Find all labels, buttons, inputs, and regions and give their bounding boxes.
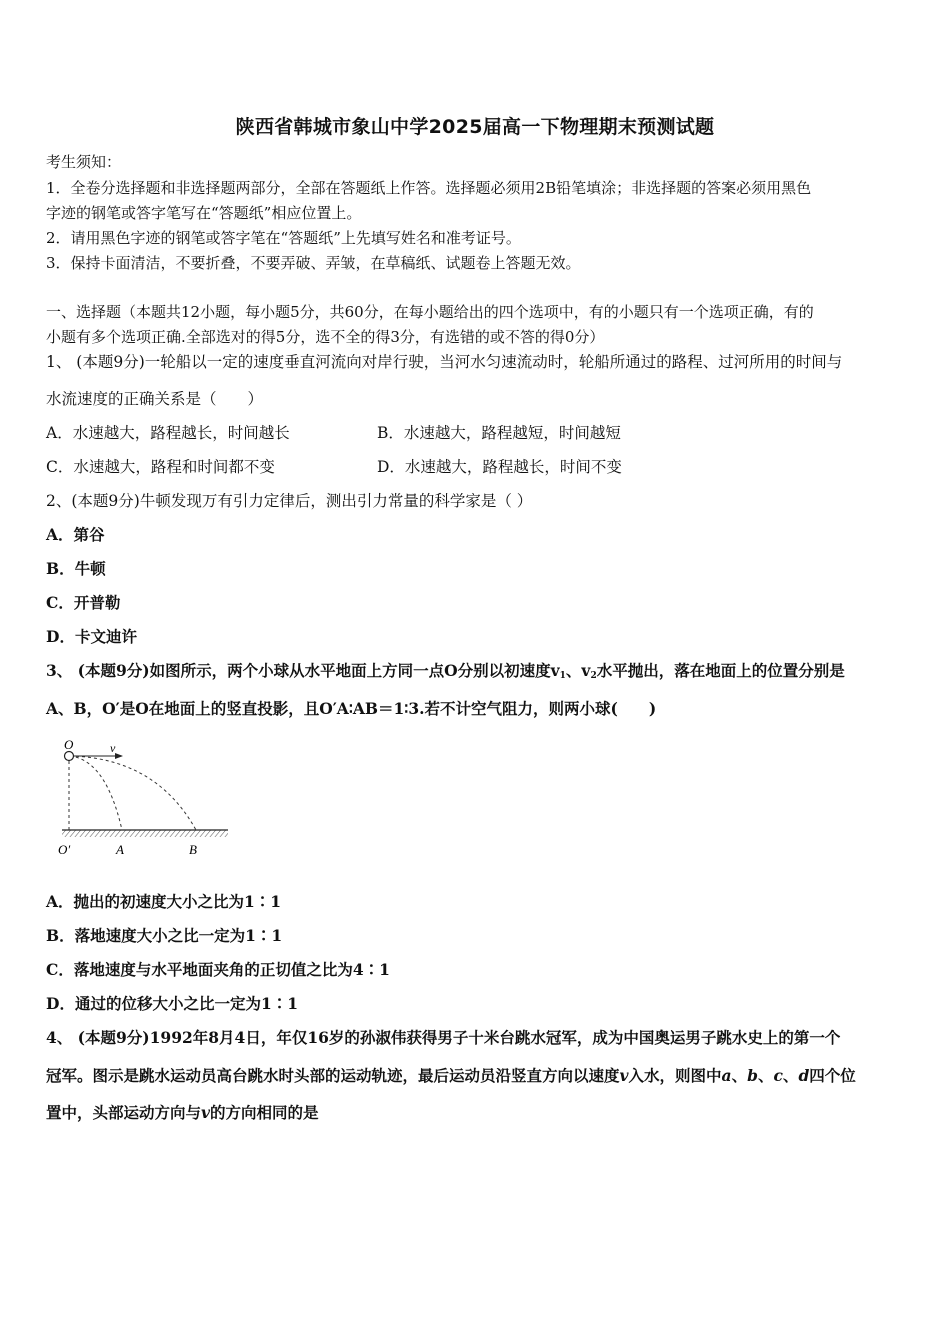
- q3-stem-part2: 、v: [565, 661, 591, 680]
- q4-stem-cont: [46, 1066, 908, 1086]
- q4-var-d: d: [798, 1066, 810, 1085]
- notice-item-1-cont: 字迹的钢笔或答字笔写在“答题纸”相应位置上。: [46, 204, 362, 222]
- q3-sub-1: 1: [559, 671, 566, 681]
- q1-stem: 1、 (本题9分)一轮船以一定的速度垂直河流向对岸行驶，当河水匀速流动时，轮船所通过的路程、过河所用的时间与: [46, 353, 843, 371]
- q2-stem: 2、(本题9分)牛顿发现万有引力定律后，测出引力常量的科学家是（ ）: [46, 492, 533, 510]
- q4-part2: 入水，则图中: [628, 1066, 722, 1085]
- q3-stem-cont: A、B，O′是O在地面上的竖直投影，且O′A∶AB＝1∶3.若不计空气阻力，则两小球( ): [46, 699, 657, 718]
- q3-sub-2: 2: [590, 671, 597, 681]
- q1-option-c: C．水速越大，路程和时间都不变: [46, 458, 275, 476]
- label-v: v: [110, 741, 116, 755]
- section-heading: 一、选择题（本题共12小题，每小题5分，共60分，在每小题给出的四个选项中，有的小题只有一个选项正确，有的: [46, 303, 814, 321]
- notice-item-1: 1．全卷分选择题和非选择题两部分，全部在答题纸上作答。选择题必须用2B铅笔填涂；非选择题的答案必须用黑色: [46, 179, 812, 197]
- trajectory-b: [70, 756, 196, 830]
- q4-var-v: v: [619, 1066, 629, 1085]
- ground-hatch: [62, 830, 228, 837]
- notice-item-2: 2．请用黑色字迹的钢笔或答字笔在“答题纸”上先填写姓名和准考证号。: [46, 229, 521, 247]
- ball-point-o: [65, 752, 74, 761]
- label-o-prime: O′: [58, 842, 71, 857]
- q4-part3: 四个位: [809, 1066, 856, 1085]
- q3-option-d: D．通过的位移大小之比一定为1∶1: [46, 994, 299, 1013]
- q4-sep-2: 、: [757, 1066, 774, 1085]
- notice-heading: 考生须知：: [46, 153, 122, 171]
- q4-stem-cont-2: [46, 1103, 908, 1123]
- q3-option-b: B．落地速度大小之比一定为1∶1: [46, 926, 283, 945]
- label-b: B: [189, 842, 197, 857]
- projectile-figure: [56, 734, 236, 864]
- q3-stem-part3: 水平抛出，落在地面上的位置分别是: [596, 661, 845, 680]
- label-a: A: [116, 842, 124, 857]
- q1-option-b: B．水速越大，路程越短，时间越短: [377, 424, 621, 442]
- q3-option-a: A．抛出的初速度大小之比为1∶1: [46, 892, 282, 911]
- q3-option-c: C．落地速度与水平地面夹角的正切值之比为4∶1: [46, 960, 390, 979]
- q1-option-d: D．水速越大，路程越长，时间不变: [377, 458, 622, 476]
- label-o: O: [64, 737, 74, 752]
- q4-stem: 4、 (本题9分)1992年8月4日，年仅16岁的孙淑伟获得男子十米台跳水冠军，成为中国奥运男子跳水史上的第一个: [46, 1028, 841, 1047]
- notice-item-3: 3．保持卡面清洁，不要折叠，不要弄破、弄皱，在草稿纸、试题卷上答题无效。: [46, 254, 581, 272]
- q2-option-a: A．第谷: [46, 525, 105, 544]
- q4-var-v2: v: [201, 1103, 211, 1122]
- q4-var-b: b: [747, 1066, 758, 1085]
- q4-sep-3: 、: [782, 1066, 799, 1085]
- q2-option-d: D．卡文迪许: [46, 627, 137, 646]
- q1-stem-cont: 水流速度的正确关系是（ ）: [46, 390, 264, 408]
- q3-stem: [46, 661, 908, 686]
- q4-sep-1: 、: [731, 1066, 748, 1085]
- q3-stem-part1: 3、 (本题9分)如图所示，两个小球从水平地面上方同一点O分别以初速度v: [46, 661, 560, 680]
- section-heading-cont: 小题有多个选项正确.全部选对的得5分，选不全的得3分，有选错的或不答的得0分）: [46, 328, 605, 346]
- q4-var-a: a: [721, 1066, 732, 1085]
- q4-part4: 置中，头部运动方向与: [46, 1103, 202, 1122]
- q1-option-a: A．水速越大，路程越长，时间越长: [46, 424, 290, 442]
- q4-part5: 的方向相同的是: [210, 1103, 319, 1122]
- q2-option-c: C．开普勒: [46, 593, 121, 612]
- q2-option-b: B．牛顿: [46, 559, 106, 578]
- velocity-arrowhead: [115, 753, 123, 759]
- trajectory-a: [70, 756, 122, 830]
- q4-var-c: c: [773, 1066, 783, 1085]
- q4-part1: 冠军。图示是跳水运动员高台跳水时头部的运动轨迹，最后运动员沿竖直方向以速度: [46, 1066, 620, 1085]
- page-title: 陕西省韩城市象山中学2025届高一下物理期末预测试题: [235, 116, 715, 138]
